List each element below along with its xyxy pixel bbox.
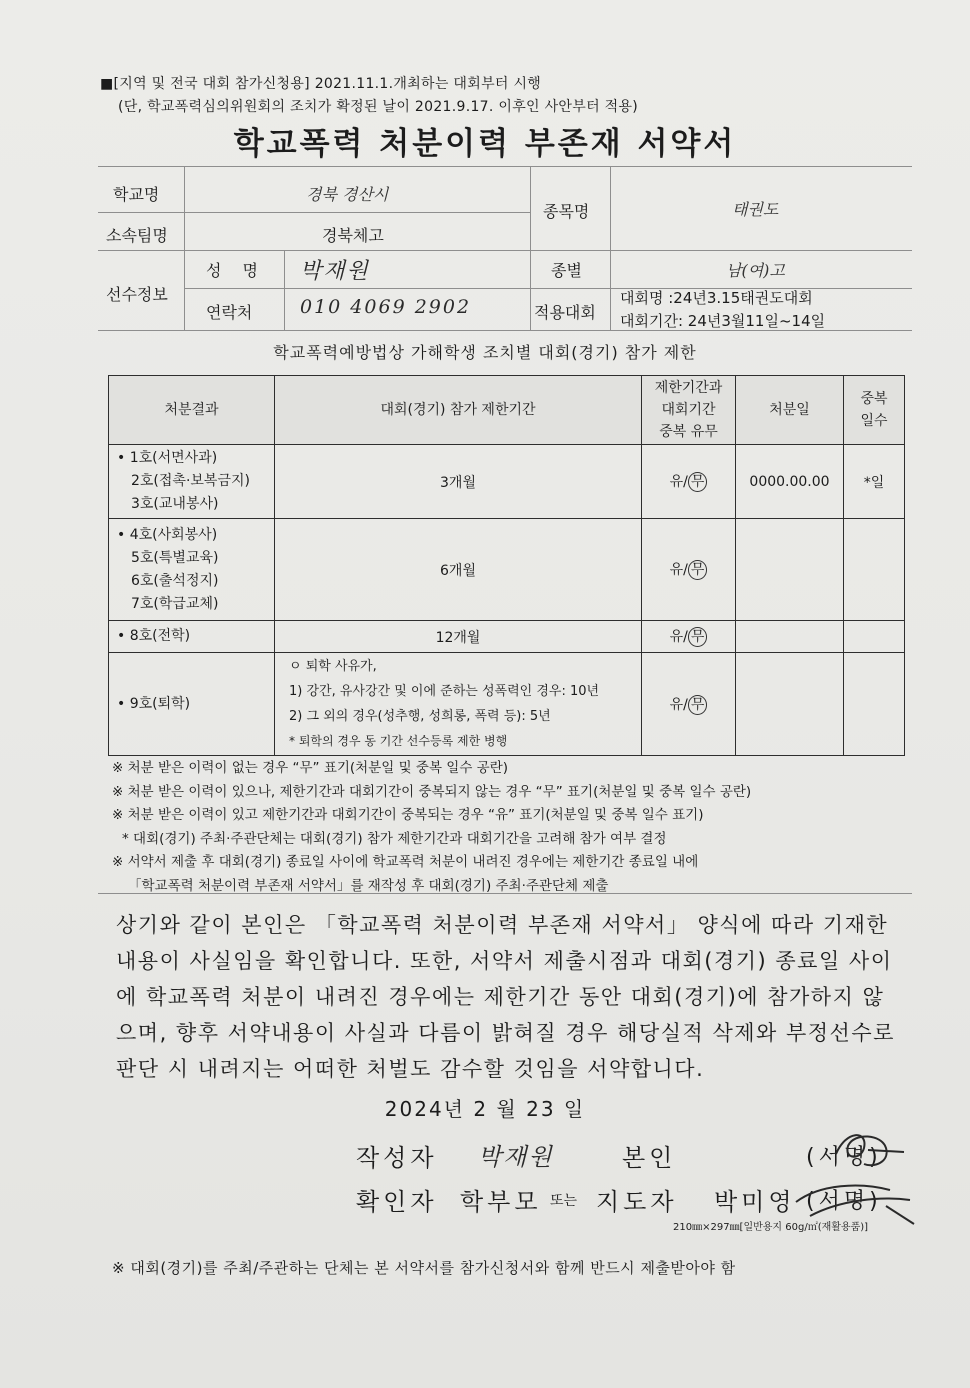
row2-category [109, 519, 275, 621]
row3-date [736, 621, 844, 653]
note-4: * 대회(경기) 주최·주관단체는 대회(경기) 참가 제한기간과 대회기간을 고려해 참가 여부 결정 [122, 830, 667, 847]
school-value: 경북 경산시 [306, 185, 389, 204]
header-days [844, 376, 905, 445]
row1-category-1: • 1호(서면사과) [117, 450, 218, 466]
paper-spec: 210㎜×297㎜[일반용지 60g/㎡(재활용품)] [673, 1222, 869, 1233]
header-days-line-1: 중복 [860, 391, 888, 407]
row1-overlap-no-circled: 무 [688, 472, 708, 492]
row4-period-line-3: 2) 그 외의 경우(성추행, 성희롱, 폭력 등): 5년 [289, 709, 551, 724]
signing-date: 2024년 2 월 23 일 [384, 1097, 586, 1121]
name-label: 성 명 [206, 261, 266, 280]
row3-overlap-yes: 유/ [669, 629, 688, 645]
row1-overlap [642, 445, 736, 519]
school-label: 학교명 [113, 185, 160, 204]
confirmer-label: 확인자 [356, 1188, 438, 1216]
row2-category-1: • 4호(사회봉사) [117, 526, 218, 543]
row2-date [736, 519, 844, 621]
row1-category [109, 445, 275, 519]
row4-period-line-4: * 퇴학의 경우 동 기간 선수등록 제한 병행 [289, 734, 508, 748]
header-date: 처분일 [736, 376, 844, 445]
notes-block [112, 757, 751, 898]
self-label: 본인 [622, 1144, 677, 1172]
coach-label: 지도자 [596, 1188, 678, 1216]
row3-category-1: • 8호(전학) [117, 628, 191, 644]
table-header-row [109, 376, 905, 445]
header-days-line-2: 일수 [860, 413, 888, 429]
note-1: ※ 처분 받은 이력이 없는 경우 “무” 표기(처분일 및 중복 일수 공란) [112, 760, 509, 776]
notice-line-1: ■[지역 및 전국 대회 참가신청용] 2021.11.1.개최하는 대회부터 시행 [100, 76, 542, 92]
notice-line-2: (단, 학교폭력심의위원회의 조치가 확정된 날이 2021.9.17. 이후인 사안부터 적용) [118, 99, 639, 115]
header-overlap-line-1: 제한기간과 [654, 380, 723, 396]
pledge-text: 상기와 같이 본인은 「학교폭력 처분이력 부존재 서약서」 양식에 따라 기재한 내용이 사실임을 확인합니다. 또한, 서약서 제출시점과 대회(경기) 종료일 사이에 학교폭력 처분이 내려진 경우에는 제한기간 동안 대회(경기)에 참가하지 않으며, 향후 서약내용이 사실과 다름이 밝혀질 경우 해당실적 삭제와 부정선수로 판단 시 내려지는 어떠한 처벌도 감수할 것임을 서약합니다. [116, 913, 895, 1081]
writer-sign-label: (서명) [806, 1145, 882, 1170]
note-5: ※ 서약서 제출 후 대회(경기) 종료일 사이에 학교폭력 처분이 내려진 경우에는 제한기간 종료일 내에 [112, 854, 699, 870]
table-row [109, 653, 905, 756]
contact-value: 010 4069 2902 [300, 296, 472, 318]
row2-period: 6개월 [275, 519, 642, 621]
row2-overlap-yes: 유/ [669, 562, 688, 578]
row2-category-2: 5호(특별교육) [131, 549, 219, 566]
row4-overlap [642, 653, 736, 756]
parent-label: 학부모 [460, 1188, 542, 1216]
row4-overlap-no-circled: 무 [688, 695, 708, 715]
document-title: 학교폭력 처분이력 부존재 서약서 [233, 126, 737, 162]
table-row [109, 519, 905, 621]
row4-period [275, 653, 642, 756]
row1-category-2: 2호(접촉·보복금지) [131, 473, 250, 489]
row3-overlap [642, 621, 736, 653]
row3-period: 12개월 [275, 621, 642, 653]
row2-category-3: 6호(출석정지) [131, 572, 219, 589]
footnote: ※ 대회(경기)를 주최/주관하는 단체는 본 서약서를 참가신청서와 함께 반드시 제출받아야 함 [112, 1259, 736, 1277]
name-value: 박재원 [300, 259, 370, 284]
row1-period: 3개월 [275, 445, 642, 519]
team-value: 경북체고 [322, 226, 384, 245]
row4-category-1: • 9호(퇴학) [117, 695, 191, 712]
note-2: ※ 처분 받은 이력이 있으나, 제한기간과 대회기간이 중복되지 않는 경우 “무” 표기(처분일 및 중복 일수 공란) [112, 783, 752, 800]
row2-days [844, 519, 905, 621]
competition-label: 적용대회 [534, 303, 596, 322]
restriction-heading: 학교폭력예방법상 가해학생 조치별 대회(경기) 참가 제한 [273, 343, 697, 362]
row2-overlap-no-circled: 무 [688, 560, 708, 580]
header-overlap-line-3: 중복 유무 [659, 424, 718, 440]
row4-period-line-1: ㅇ 퇴학 사유가, [289, 659, 377, 674]
writer-signature-mark-icon [824, 1124, 914, 1176]
event-value: 태권도 [732, 200, 779, 219]
player-info-label: 선수정보 [106, 285, 168, 304]
competition-name: 대회명 :24년3.15태권도대회 [620, 289, 813, 307]
header-result: 처분결과 [109, 376, 275, 445]
row1-date: 0000.00.00 [736, 445, 844, 519]
header-overlap [642, 376, 736, 445]
note-6: 「학교폭력 처분이력 부존재 서약서」를 재작성 후 대회(경기) 주최·주관단체 제출 [128, 877, 609, 894]
gender-label: 종별 [551, 261, 582, 280]
header-overlap-line-2: 대회기간 [661, 402, 716, 418]
row3-category [109, 621, 275, 653]
row4-date [736, 653, 844, 756]
gender-value: 남(여)고 [726, 261, 785, 280]
row1-overlap-yes: 유/ [669, 474, 688, 490]
or-label: 또는 [550, 1193, 578, 1209]
table-row [109, 445, 905, 519]
note-3: ※ 처분 받은 이력이 있고 제한기간과 대회기간이 중복되는 경우 “유” 표기(처분일 및 중복 일수 표기) [112, 807, 704, 823]
row3-overlap-no-circled: 무 [688, 627, 708, 647]
confirmer-sign-label: (서명) [806, 1189, 882, 1214]
writer-label: 작성자 [356, 1144, 438, 1172]
row4-category [109, 653, 275, 756]
table-row [109, 621, 905, 653]
contact-label: 연락처 [206, 303, 253, 322]
row4-days [844, 653, 905, 756]
confirmer-name: 박미영 [714, 1188, 796, 1216]
row2-category-4: 7호(학급교체) [131, 595, 219, 612]
disposition-table [108, 375, 905, 756]
event-label: 종목명 [543, 202, 590, 221]
row1-category-3: 3호(교내봉사) [131, 496, 219, 512]
row3-days [844, 621, 905, 653]
writer-name: 박재원 [478, 1143, 554, 1171]
row1-days: *일 [844, 445, 905, 519]
row4-period-line-2: 1) 강간, 유사강간 및 이에 준하는 성폭력인 경우: 10년 [289, 684, 600, 699]
row2-overlap [642, 519, 736, 621]
team-label: 소속팀명 [106, 226, 168, 245]
header-period: 대회(경기) 참가 제한기간 [275, 376, 642, 445]
competition-period: 대회기간: 24년3월11일~14일 [620, 312, 826, 330]
row4-overlap-yes: 유/ [669, 696, 688, 713]
